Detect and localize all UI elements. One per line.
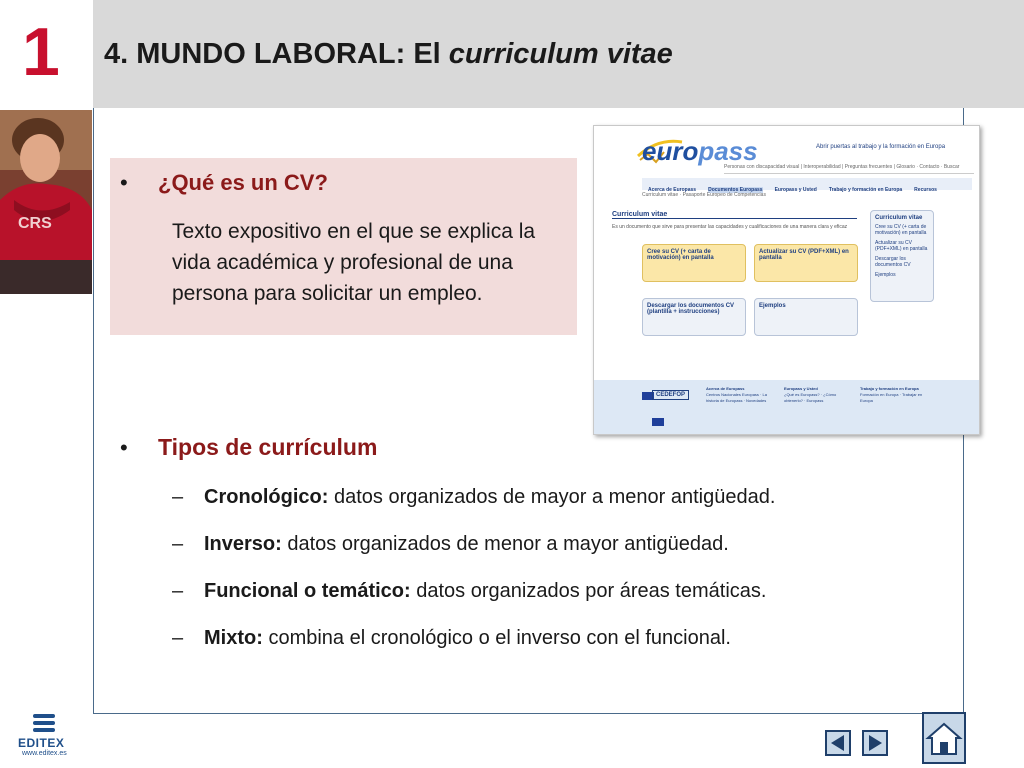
europass-card: Ejemplos [754,298,858,336]
cv-type-item [172,580,952,627]
cv-type-term: Funcional o temático: [204,580,411,602]
europass-nav-item: Recursos [914,187,937,193]
europass-logo-a: euro [642,136,699,166]
europass-sidebar-item: Cree su CV (+ carta de motivación) en pantalla [875,224,927,236]
cv-type-term: Inverso: [204,533,282,555]
eu-flag-icon [652,418,664,426]
europass-top-links: Personas con discapacidad visual | Interoperabilidad | Preguntas frecuentes | Glosario · Contacto · Buscar [724,164,974,174]
cv-type-text [204,627,731,650]
cv-types-list [172,486,952,674]
footer-col-title: Europass y Usted [784,386,818,391]
footer-col-items: Formación en Europa · Trabajar en Europa [860,392,923,403]
svg-text:CRS: CRS [18,215,52,232]
cedefop-logo: CEDEFOP [652,390,689,400]
europass-sidebar-item: Descargar los documentos CV [875,256,911,268]
editex-logo-icon [33,714,55,732]
europass-nav-item: Acerca de Europass [648,187,697,193]
europass-section-title: Curriculum vitae [612,211,857,219]
types-bullet: • [120,435,128,460]
europass-sidebar [870,210,934,302]
editex-logo[interactable] [14,712,76,760]
page-title-prefix: 4. MUNDO LABORAL: El [104,38,449,70]
chapter-number: 1 [22,14,60,90]
cv-types-heading: Tipos de currículum [158,434,378,460]
cv-type-item [172,533,952,580]
arrow-right-icon [864,732,886,754]
list-dash: – [172,580,184,602]
europass-sidebar-item: Actualizar su CV (PDF+XML) en pantalla [875,240,928,252]
student-photo [0,110,92,294]
cv-type-text [204,580,766,603]
cv-definition-text: Texto expositivo en el que se explica la vida académica y profesional de una persona para solicitar un empleo. [172,220,536,305]
list-dash: – [172,486,184,508]
chapter-badge [0,0,93,108]
page-title-emphasis: curriculum vitae [448,38,673,70]
europass-logo [642,136,758,167]
header-bar [93,0,1024,108]
home-button[interactable] [922,712,966,764]
home-icon [924,714,964,762]
europass-card: Actualizar su CV (PDF+XML) en pantalla [754,244,858,282]
europass-sidebar-item: Ejemplos [875,272,896,278]
cv-question-heading: ¿Qué es un CV? [158,170,328,195]
student-photo-image [0,110,92,294]
europass-nav-item: Documentos Europass [708,187,763,193]
cv-type-item [172,627,952,674]
europass-footer-col [860,386,930,404]
list-dash: – [172,627,184,649]
europass-screenshot [593,125,980,435]
arrow-left-icon [827,732,849,754]
cv-bullet: • [120,170,128,195]
cv-type-text [204,533,729,556]
page-title [104,38,673,71]
europass-tagline: Abrir puertas al trabajo y la formación en Europa [816,144,946,150]
europass-logo-b: pass [698,136,758,166]
cv-type-term: Mixto: [204,627,263,649]
footer-col-items: ¿Qué es Europass? · ¿Cómo obtenerlo? · Europass [784,392,837,403]
next-slide-button[interactable] [862,730,888,756]
list-dash: – [172,533,184,555]
cv-type-desc: datos organizados de menor a mayor antigüedad. [281,533,729,555]
europass-card: Cree su CV (+ carta de motivación) en pantalla [642,244,746,282]
europass-nav-item: Trabajo y formación en Europa [828,187,903,193]
cv-type-term: Cronológico: [204,486,329,508]
europass-sidebar-title: Curriculum vitae [875,215,923,221]
footer-col-title: Acerca de Europass [706,386,745,391]
editex-url: www.editex.es [22,750,67,757]
europass-breadcrumb: Curriculum vitae · Pasaporte Europeo de Competencias [642,192,766,198]
europass-footer-col [706,386,776,404]
europass-nav-item: Europass y Usted [774,187,817,193]
europass-footer [594,380,980,435]
europass-description: Es un documento que sirve para presentar las capacidades y cualificaciones de una manera clara y eficaz [612,224,848,230]
previous-slide-button[interactable] [825,730,851,756]
europass-card: Descargar los documentos CV (plantilla + instrucciones) [642,298,746,336]
footer-col-items: Centros Nacionales Europass · La historia de Europass · Novedades [706,392,767,403]
cv-type-item [172,486,952,533]
cv-type-text [204,486,775,509]
footer-col-title: Trabajo y formación en Europa [860,386,919,391]
europass-nav [642,178,972,193]
cv-type-desc: combina el cronológico o el inverso con el funcional. [262,627,731,649]
editex-logo-name: EDITEX [18,736,65,750]
cv-type-desc: datos organizados por áreas temáticas. [410,580,767,602]
cv-type-desc: datos organizados de mayor a menor antigüedad. [328,486,776,508]
europass-footer-col [784,386,854,404]
